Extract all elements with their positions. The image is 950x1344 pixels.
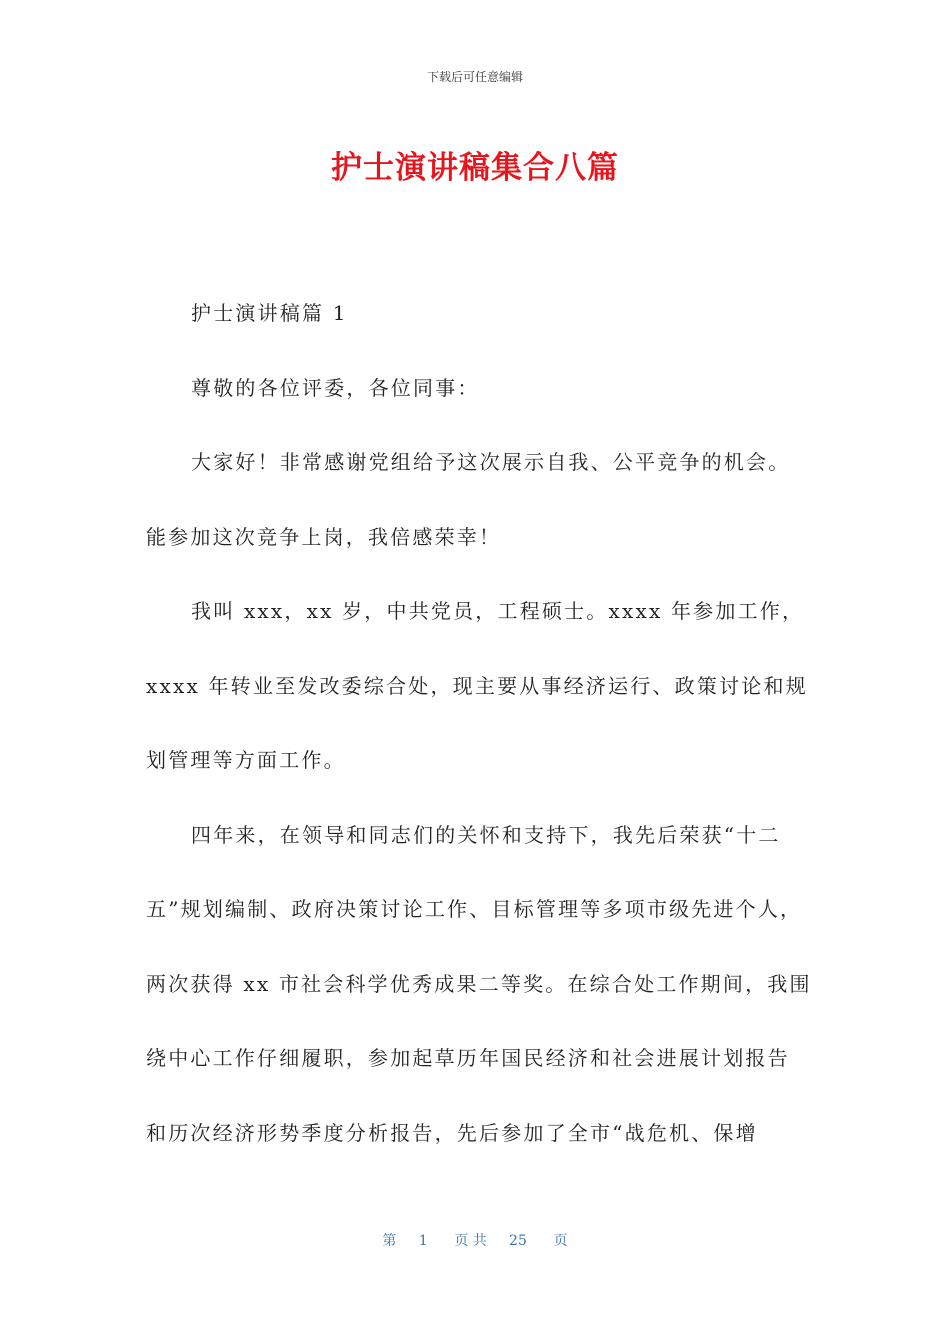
footer-page-prefix: 第 — [382, 1233, 397, 1249]
footer-total-pages: 25 — [509, 1233, 527, 1249]
paragraph-line: 五”规划编制、政府决策讨论工作、目标管理等多项市级先进个人， — [146, 897, 803, 921]
salutation: 尊敬的各位评委，各位同事： — [191, 375, 480, 400]
paragraph-line: 能参加这次竞争上岗，我倍感荣幸！ — [146, 524, 502, 549]
header-note: 下载后可任意编辑 — [426, 70, 523, 84]
footer-page-number: 1 — [418, 1233, 428, 1249]
paragraph-line: 我叫 xxx，xx 岁，中共党员，工程硕士。xxxx 年参加工作， — [191, 599, 805, 623]
section-heading: 护士演讲稿篇 1 — [191, 301, 348, 325]
document-title: 护士演讲稿集合八篇 — [331, 150, 619, 186]
paragraph-line: 四年来，在领导和同志们的关怀和支持下，我先后荣获“十二 — [191, 822, 781, 847]
paragraph-line: 划管理等方面工作。 — [146, 748, 346, 772]
document-body — [146, 276, 811, 1170]
page-footer — [0, 1230, 950, 1250]
footer-page-suffix: 页 — [553, 1233, 568, 1249]
paragraph-line: 两次获得 xx 市社会科学优秀成果二等奖。在综合处工作期间，我围 — [146, 971, 812, 996]
paragraph-line: 和历次经济形势季度分析报告，先后参加了全市“战危机、保增 — [146, 1120, 758, 1145]
paragraph-line: 绕中心工作仔细履职，参加起草历年国民经济和社会进展计划报告 — [146, 1046, 790, 1070]
footer-page-middle: 页 共 — [454, 1233, 487, 1249]
paragraph-line: 大家好！非常感谢党组给予这次展示自我、公平竞争的机会。 — [191, 450, 791, 474]
paragraph-line: xxxx 年转业至发改委综合处，现主要从事经济运行、政策讨论和规 — [146, 673, 808, 698]
